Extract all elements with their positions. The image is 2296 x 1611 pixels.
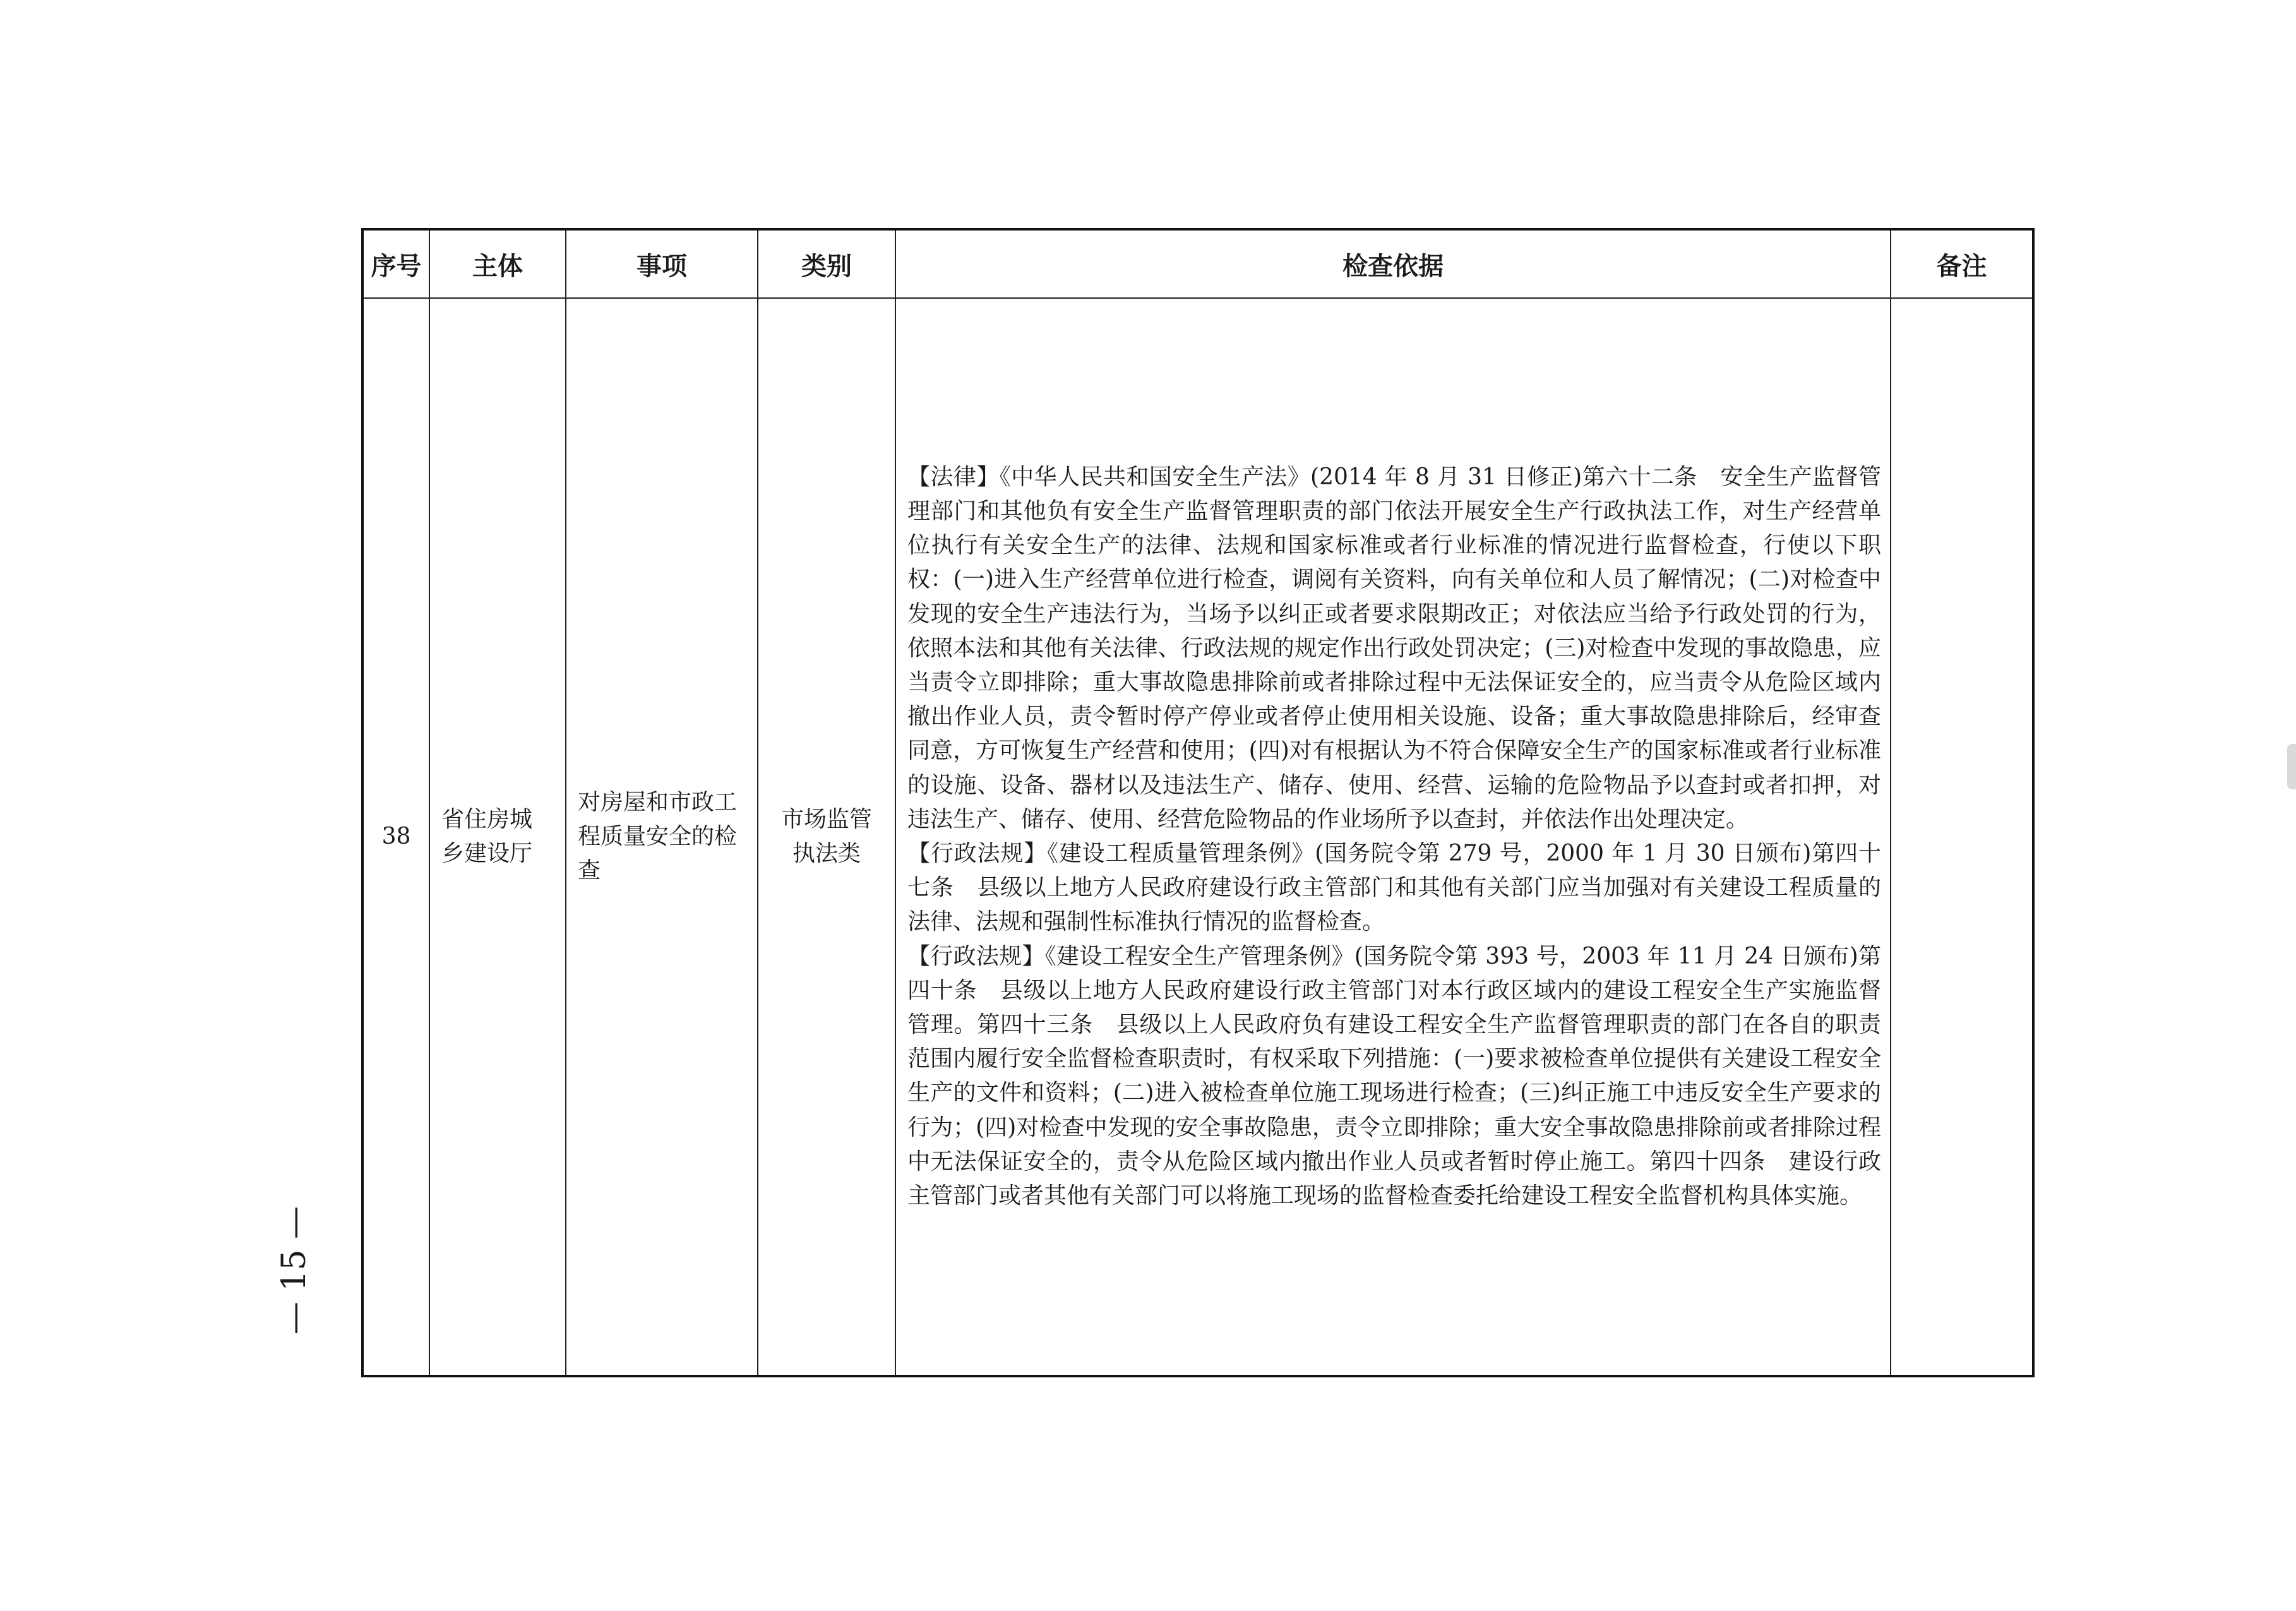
- row-subject-text: 省住房城乡建设厅: [441, 806, 533, 866]
- scan-edge-mark: [2287, 744, 2296, 789]
- basis-paragraph-law: 【法律】《中华人民共和国安全生产法》(2014 年 8 月 31 日修正)第六十二条 安全生产监督管理部门和其他负有安全生产监督管理职责的部门依法开展安全生产行政执法工作，对生产经营单位执行有关安全生产的法律、法规和国家标准或者行业标准的情况进行监督检查，行使以下职权：(一)进入生产经营单位进行检查，调阅有关资料，向有关单位和人员了解情况；(二)对检查中发现的安全生产违法行为，当场予以纠正或者要求限期改正；对依法应当给予行政处罚的行为，依照本法和其他有关法律、行政法规的规定作出行政处罚决定；(三)对检查中发现的事故隐患，应当责令立即排除；重大事故隐患排除前或者排除过程中无法保证安全的，应当责令从危险区域内撤出作业人员，责令暂时停产停业或者停止使用相关设施、设备；重大事故隐患排除后，经审查同意，方可恢复生产经营和使用；(四)对有根据认为不符合保障安全生产的国家标准或者行业标准的设施、设备、器材以及违法生产、储存、使用、经营、运输的危险物品予以查封或者扣押，对违法生产、储存、使用、经营危险物品的作业场所予以查封，并依法作出处理决定。: [907, 464, 1881, 832]
- row-category: [758, 298, 895, 1376]
- header-item: 事项: [566, 229, 758, 298]
- page-number: — 15 —: [275, 1206, 313, 1335]
- inspection-table: [361, 228, 2035, 1377]
- row-item: [566, 298, 758, 1376]
- row-basis: [895, 298, 1891, 1376]
- row-category-text: 市场监管执法类: [780, 806, 872, 866]
- header-subject: 主体: [429, 229, 566, 298]
- header-category: 类别: [758, 229, 895, 298]
- header-index: 序号: [362, 229, 429, 298]
- table-row: [362, 298, 2033, 1376]
- basis-paragraph-safety-regulation: 【行政法规】《建设工程安全生产管理条例》(国务院令第 393 号，2003 年 11 月 24 日颁布)第四十条 县级以上地方人民政府建设行政主管部门对本行政区域内的建设工程安全生产实施监督管理。第四十三条 县级以上人民政府负有建设工程安全生产监督管理职责的部门在各自的职责范围内履行安全监督检查职责时，有权采取下列措施：(一)要求被检查单位提供有关建设工程安全生产的文件和资料；(二)进入被检查单位施工现场进行检查；(三)纠正施工中违反安全生产要求的行为；(四)对检查中发现的安全事故隐患，责令立即排除；重大安全事故隐患排除前或者排除过程中无法保证安全的，责令从危险区域内撤出作业人员或者暂时停止施工。第四十四条 建设行政主管部门或者其他有关部门可以将施工现场的监督检查委托给建设工程安全监督机构具体实施。: [907, 943, 1881, 1209]
- header-basis: 检查依据: [895, 229, 1891, 298]
- row-index: [362, 298, 429, 1376]
- basis-text: [896, 460, 1890, 1213]
- basis-paragraph-quality-regulation: 【行政法规】《建设工程质量管理条例》(国务院令第 279 号，2000 年 1 月 30 日颁布)第四十七条 县级以上地方人民政府建设行政主管部门和其他有关部门应当加强对有关建设工程质量的法律、法规和强制性标准执行情况的监督检查。: [907, 841, 1881, 935]
- row-subject: [429, 298, 566, 1376]
- row-item-text: 对房屋和市政工程质量安全的检查: [578, 789, 738, 883]
- row-index-text: 38: [381, 823, 411, 849]
- header-row: [362, 229, 2033, 298]
- header-remarks: 备注: [1891, 229, 2033, 298]
- row-remarks: [1891, 298, 2033, 1376]
